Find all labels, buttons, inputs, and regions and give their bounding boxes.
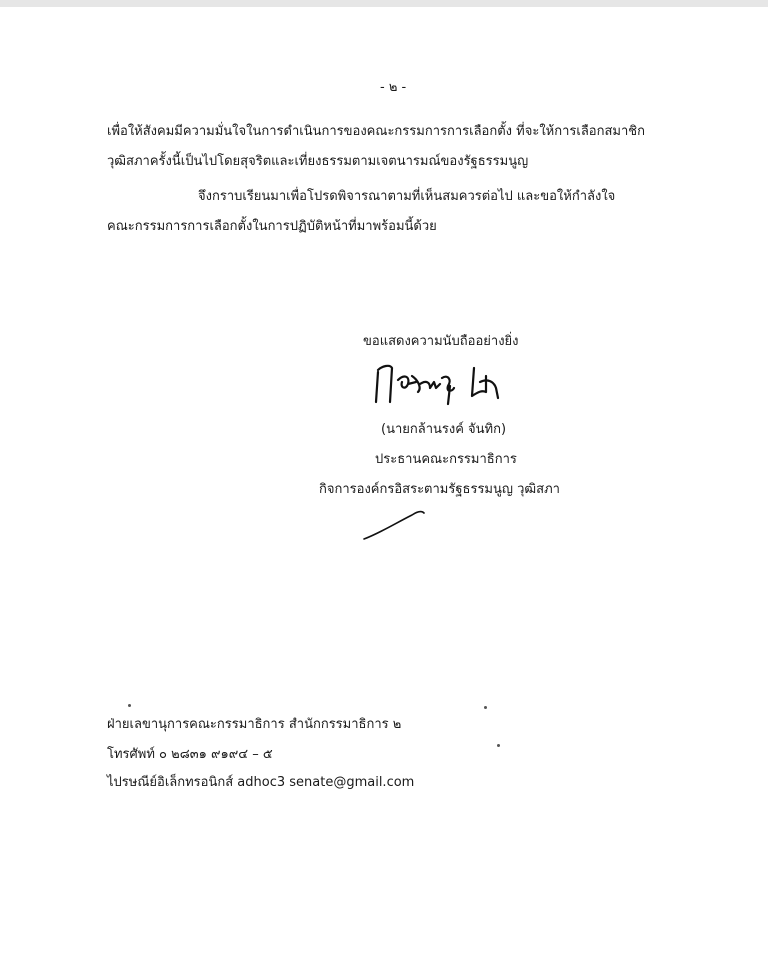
viewer-top-bar (0, 0, 768, 7)
handwritten-signature (368, 358, 508, 408)
body-line-2: วุฒิสภาครั้งนี้เป็นไปโดยสุจริตและเที่ยงธรรมตามเจตนารมณ์ของรัฐธรรมนูญ (107, 154, 529, 169)
scan-speck (497, 744, 500, 747)
signatory-position-2: กิจการองค์กรอิสระตามรัฐธรรมนูญ วุฒิสภา (319, 482, 560, 497)
scan-speck (128, 704, 131, 707)
body-line-3: จึงกราบเรียนมาเพื่อโปรดพิจารณาตามที่เห็นสมควรต่อไป และขอให้กำลังใจ (198, 189, 616, 204)
footer-phone: โทรศัพท์ ๐ ๒๘๓๑ ๙๑๙๔ – ๕ (107, 747, 273, 762)
closing-salutation: ขอแสดงความนับถืออย่างยิ่ง (363, 334, 519, 349)
handwritten-initial (362, 505, 426, 545)
footer-office: ฝ่ายเลขานุการคณะกรรมาธิการ สำนักกรรมาธิการ ๒ (107, 717, 402, 732)
body-line-1: เพื่อให้สังคมมีความมั่นใจในการดำเนินการของคณะกรรมการการเลือกตั้ง ที่จะให้การเลือกสมาชิก (107, 124, 645, 139)
page-number: - ๒ - (380, 80, 407, 95)
body-line-4: คณะกรรมการการเลือกตั้งในการปฏิบัติหน้าที่มาพร้อมนี้ด้วย (107, 219, 437, 234)
footer-email: ไปรษณีย์อิเล็กทรอนิกส์ adhoc3 senate@gmail.com (107, 775, 415, 790)
signatory-name: (นายกล้านรงค์ จันทิก) (381, 422, 507, 437)
scan-speck (484, 706, 487, 709)
signatory-position-1: ประธานคณะกรรมาธิการ (375, 452, 517, 467)
